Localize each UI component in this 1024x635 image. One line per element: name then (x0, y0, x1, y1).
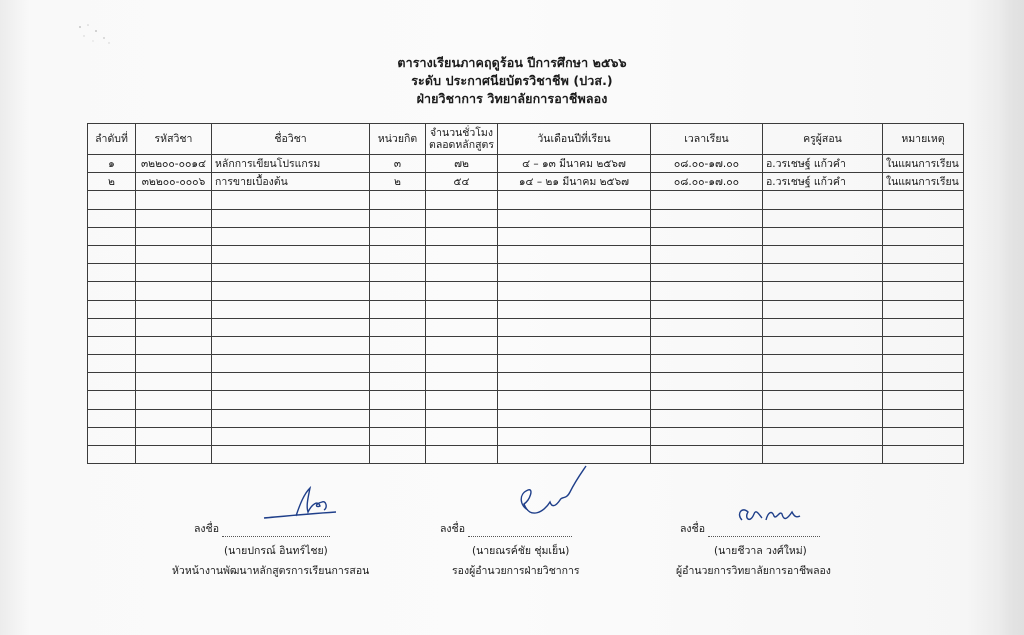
signature-block-left (160, 480, 380, 580)
cell-code: ๓๒๒๐๐-๐๐๐๖ (136, 173, 212, 191)
cell-note: ในแผนการเรียน (882, 155, 963, 173)
cell-empty (88, 191, 136, 209)
sign-label-left: ลงชื่อ (194, 523, 219, 535)
cell-code: ๓๒๒๐๐-๐๐๑๔ (136, 155, 212, 173)
cell-empty (426, 209, 498, 227)
cell-empty (650, 336, 762, 354)
cell-empty (88, 318, 136, 336)
cell-empty (212, 300, 370, 318)
scan-speckle (76, 22, 116, 46)
cell-order: ๒ (88, 173, 136, 191)
cell-empty (370, 336, 426, 354)
document-title: ตารางเรียนภาคฤดูร้อน ปีการศึกษา ๒๕๖๖ (397, 55, 627, 70)
cell-subject: หลักการเขียนโปรแกรม (212, 155, 370, 173)
cell-empty (497, 373, 650, 391)
cell-empty (88, 409, 136, 427)
cell-empty (136, 264, 212, 282)
signature-block-right (670, 500, 860, 580)
table-row-empty (88, 355, 964, 373)
header-subject: ชื่อวิชา (212, 124, 370, 155)
cell-time: ๐๘.๐๐-๑๗.๐๐ (650, 155, 762, 173)
cell-empty (212, 245, 370, 263)
cell-empty (370, 191, 426, 209)
cell-hours: ๕๔ (426, 173, 498, 191)
document-department: ฝ่ายวิชาการ วิทยาลัยการอาชีพลอง (416, 91, 608, 106)
table-header-row (88, 124, 964, 155)
table-row-empty (88, 300, 964, 318)
cell-empty (497, 427, 650, 445)
cell-empty (882, 282, 963, 300)
cell-empty (497, 227, 650, 245)
cell-empty (370, 318, 426, 336)
cell-empty (136, 227, 212, 245)
cell-empty (212, 282, 370, 300)
cell-empty (497, 355, 650, 373)
table-row-empty (88, 373, 964, 391)
cell-empty (212, 409, 370, 427)
header-hours (426, 124, 498, 155)
cell-empty (136, 391, 212, 409)
cell-empty (762, 409, 882, 427)
cell-empty (497, 318, 650, 336)
cell-empty (212, 336, 370, 354)
header-time: เวลาเรียน (650, 124, 762, 155)
cell-empty (136, 409, 212, 427)
cell-empty (497, 209, 650, 227)
cell-empty (882, 373, 963, 391)
cell-empty (497, 191, 650, 209)
table-row-empty (88, 227, 964, 245)
cell-empty (136, 336, 212, 354)
header-note: หมายเหตุ (882, 124, 963, 155)
cell-empty (762, 282, 882, 300)
cell-empty (212, 318, 370, 336)
cell-empty (762, 300, 882, 318)
cell-empty (650, 300, 762, 318)
cell-empty (370, 427, 426, 445)
header-credits: หน่วยกิต (370, 124, 426, 155)
signature-scribble-left (256, 482, 346, 522)
header-hours-line1: จำนวนชั่วโมง (429, 127, 493, 139)
cell-empty (370, 446, 426, 464)
cell-empty (370, 264, 426, 282)
cell-empty (882, 300, 963, 318)
cell-empty (88, 391, 136, 409)
cell-teacher: อ.วรเชษฐ์ แก้วคำ (762, 155, 882, 173)
cell-empty (370, 209, 426, 227)
sign-label-middle: ลงชื่อ (440, 523, 465, 535)
cell-empty (426, 227, 498, 245)
signer-name-right: (นายชีวาล วงศ์ใหม่) (714, 545, 807, 557)
cell-empty (370, 245, 426, 263)
cell-empty (426, 282, 498, 300)
cell-empty (650, 409, 762, 427)
cell-empty (762, 446, 882, 464)
cell-empty (88, 373, 136, 391)
cell-empty (370, 391, 426, 409)
cell-empty (762, 427, 882, 445)
header-teacher: ครูผู้สอน (762, 124, 882, 155)
cell-empty (370, 227, 426, 245)
document-level: ระดับ ประกาศนียบัตรวิชาชีพ (ปวส.) (411, 73, 613, 88)
cell-empty (212, 227, 370, 245)
cell-empty (762, 318, 882, 336)
cell-empty (650, 446, 762, 464)
header-order: ลำดับที่ (88, 124, 136, 155)
cell-empty (88, 245, 136, 263)
cell-empty (370, 300, 426, 318)
cell-teacher: อ.วรเชษฐ์ แก้วคำ (762, 173, 882, 191)
cell-empty (136, 209, 212, 227)
cell-empty (426, 409, 498, 427)
cell-empty (212, 264, 370, 282)
header-hours-line2: ตลอดหลักสูตร (429, 139, 494, 151)
cell-empty (88, 227, 136, 245)
cell-empty (426, 264, 498, 282)
schedule-table (87, 123, 964, 464)
cell-empty (212, 355, 370, 373)
cell-empty (136, 446, 212, 464)
cell-empty (497, 300, 650, 318)
table-row-empty (88, 209, 964, 227)
cell-empty (762, 191, 882, 209)
cell-empty (88, 264, 136, 282)
cell-empty (650, 191, 762, 209)
cell-empty (762, 209, 882, 227)
cell-empty (136, 282, 212, 300)
cell-empty (497, 245, 650, 263)
cell-empty (426, 336, 498, 354)
cell-empty (497, 391, 650, 409)
cell-empty (882, 355, 963, 373)
cell-empty (650, 391, 762, 409)
signer-position-left: หัวหน้างานพัฒนาหลักสูตรการเรียนการสอน (172, 565, 370, 577)
cell-empty (88, 336, 136, 354)
cell-empty (88, 446, 136, 464)
cell-empty (497, 409, 650, 427)
cell-subject: การขายเบื้องต้น (212, 173, 370, 191)
cell-empty (426, 318, 498, 336)
cell-empty (370, 355, 426, 373)
cell-order: ๑ (88, 155, 136, 173)
cell-empty (497, 336, 650, 354)
cell-empty (882, 427, 963, 445)
cell-dates: ๑๔ – ๒๑ มีนาคม ๒๕๖๗ (497, 173, 650, 191)
table-row (88, 173, 964, 191)
cell-empty (497, 282, 650, 300)
cell-empty (426, 355, 498, 373)
table-row-empty (88, 409, 964, 427)
cell-empty (88, 427, 136, 445)
table-row-empty (88, 391, 964, 409)
cell-empty (650, 282, 762, 300)
cell-empty (212, 209, 370, 227)
cell-empty (426, 191, 498, 209)
table-row-empty (88, 282, 964, 300)
table-row-empty (88, 264, 964, 282)
cell-empty (650, 373, 762, 391)
cell-empty (212, 373, 370, 391)
cell-empty (370, 282, 426, 300)
cell-empty (426, 373, 498, 391)
cell-empty (762, 264, 882, 282)
sign-label-right: ลงชื่อ (680, 523, 705, 535)
cell-empty (762, 227, 882, 245)
signature-block-middle (420, 460, 610, 580)
cell-empty (136, 245, 212, 263)
cell-empty (762, 373, 882, 391)
cell-empty (762, 355, 882, 373)
table-row-empty (88, 191, 964, 209)
cell-empty (650, 427, 762, 445)
table-row-empty (88, 318, 964, 336)
signer-name-left: (นายปกรณ์ อินทร์ไชย) (224, 545, 328, 557)
cell-credits: ๓ (370, 155, 426, 173)
cell-empty (762, 245, 882, 263)
cell-empty (882, 336, 963, 354)
cell-dates: ๔ – ๑๓ มีนาคม ๒๕๖๗ (497, 155, 650, 173)
header-code: รหัสวิชา (136, 124, 212, 155)
cell-empty (136, 373, 212, 391)
table-row-empty (88, 427, 964, 445)
cell-empty (650, 318, 762, 336)
signer-position-right: ผู้อำนวยการวิทยาลัยการอาชีพลอง (676, 565, 831, 577)
cell-empty (88, 282, 136, 300)
cell-empty (136, 427, 212, 445)
table-row-empty (88, 336, 964, 354)
cell-empty (882, 446, 963, 464)
cell-empty (882, 409, 963, 427)
cell-hours: ๗๒ (426, 155, 498, 173)
cell-empty (882, 391, 963, 409)
cell-empty (88, 300, 136, 318)
cell-empty (212, 427, 370, 445)
cell-empty (762, 391, 882, 409)
cell-time: ๐๘.๐๐-๑๗.๐๐ (650, 173, 762, 191)
cell-empty (650, 209, 762, 227)
cell-empty (497, 264, 650, 282)
cell-empty (882, 318, 963, 336)
cell-empty (882, 191, 963, 209)
cell-empty (426, 245, 498, 263)
signer-name-middle: (นายณรค์ชัย ชุ่มเย็น) (472, 545, 570, 557)
cell-empty (212, 446, 370, 464)
cell-empty (650, 264, 762, 282)
cell-empty (650, 245, 762, 263)
cell-empty (136, 355, 212, 373)
cell-empty (426, 300, 498, 318)
cell-empty (136, 318, 212, 336)
cell-empty (88, 209, 136, 227)
cell-empty (212, 391, 370, 409)
cell-note: ในแผนการเรียน (882, 173, 963, 191)
cell-empty (426, 391, 498, 409)
cell-empty (882, 264, 963, 282)
cell-empty (136, 300, 212, 318)
cell-empty (762, 336, 882, 354)
cell-credits: ๒ (370, 173, 426, 191)
cell-empty (650, 355, 762, 373)
cell-empty (136, 191, 212, 209)
cell-empty (882, 227, 963, 245)
table-row (88, 155, 964, 173)
cell-empty (212, 191, 370, 209)
cell-empty (370, 373, 426, 391)
signer-position-middle: รองผู้อำนวยการฝ่ายวิชาการ (452, 565, 580, 577)
cell-empty (882, 209, 963, 227)
header-dates: วันเดือนปีที่เรียน (497, 124, 650, 155)
cell-empty (88, 355, 136, 373)
table-row-empty (88, 245, 964, 263)
cell-empty (882, 245, 963, 263)
cell-empty (650, 227, 762, 245)
cell-empty (370, 409, 426, 427)
cell-empty (426, 427, 498, 445)
